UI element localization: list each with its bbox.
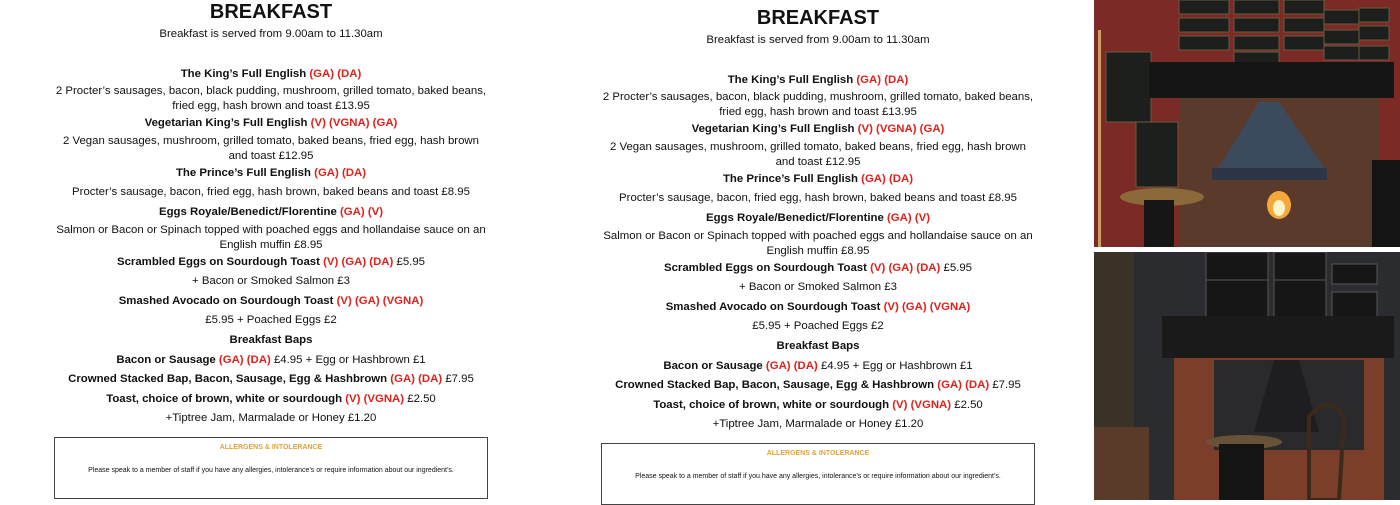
menu-item-heading <box>568 396 1068 416</box>
item-name: Crowned Stacked Bap, Bacon, Sausage, Egg & Hashbrown <box>68 373 391 386</box>
item-name: Scrambled Eggs on Sourdough Toast <box>116 255 324 268</box>
menu-item-description: 2 Vegan sausages, mushroom, grilled tomato, baked beans, fried egg, hash brown <box>62 134 479 147</box>
dietary-tags: (GA) (V) <box>887 211 931 224</box>
dietary-tags: (GA) (DA) <box>390 373 443 386</box>
menu-item-description: English muffin £8.95 <box>766 244 870 257</box>
menu-item-heading <box>21 331 521 351</box>
item-name: Vegetarian King’s Full English <box>691 123 858 136</box>
dietary-tags: (GA) (DA) <box>937 379 990 392</box>
item-price: £5.95 <box>393 255 425 268</box>
item-name: The Prince’s Full English <box>722 172 862 185</box>
menu-item-heading <box>568 71 1068 91</box>
fireplace-photo-dark-wall <box>1094 252 1400 500</box>
menu-title: BREAKFAST <box>209 1 333 23</box>
menu-item-description: +Tiptree Jam, Marmalade or Honey £1.20 <box>165 412 377 425</box>
dietary-tags: (V) (GA) (VGNA) <box>336 294 424 307</box>
item-name: Toast, choice of brown, white or sourdough <box>106 392 346 405</box>
menu-item-description: + Bacon or Smoked Salmon £3 <box>192 275 350 288</box>
menu-item-description: 2 Vegan sausages, mushroom, grilled tomato, baked beans, fried egg, hash brown <box>609 140 1026 153</box>
dietary-tags: (GA) (DA) <box>309 67 362 80</box>
dietary-tags: (V) (GA) (DA) <box>870 261 941 274</box>
dietary-tags: (V) (GA) (DA) <box>323 255 394 268</box>
item-price: £4.95 + Egg or Hashbrown £1 <box>270 353 426 366</box>
item-name: Breakfast Baps <box>776 339 860 352</box>
menu-item-heading <box>21 292 521 312</box>
breakfast-menu-left <box>21 0 521 499</box>
item-name: Scrambled Eggs on Sourdough Toast <box>663 261 871 274</box>
item-price: £5.95 <box>940 261 972 274</box>
menu-item-heading <box>568 259 1068 279</box>
dietary-tags: (GA) (DA) <box>314 166 367 179</box>
dietary-tags: (GA) (DA) <box>765 359 818 372</box>
allergens-heading: ALLERGENS & INTOLERANCE <box>766 449 870 457</box>
menu-item-description: fried egg, hash brown and toast £13.95 <box>172 100 370 113</box>
menu-item-description: Procter’s sausage, bacon, fried egg, hash brown, baked beans and toast £8.95 <box>72 186 470 199</box>
dietary-tags: (GA) (DA) <box>861 172 914 185</box>
dietary-tags: (V) (VGNA) <box>345 392 405 405</box>
item-price: £7.95 <box>989 379 1021 392</box>
dietary-tags: (GA) (V) <box>340 205 384 218</box>
menu-item-description: £5.95 + Poached Eggs £2 <box>205 314 337 327</box>
item-name: Smashed Avocado on Sourdough Toast <box>118 294 337 307</box>
dietary-tags: (V) (GA) (VGNA) <box>883 300 971 313</box>
item-price: £7.95 <box>442 373 474 386</box>
item-name: Eggs Royale/Benedict/Florentine <box>158 205 340 218</box>
menu-item-heading <box>21 253 521 273</box>
menu-item-heading <box>21 65 521 85</box>
menu-item-heading <box>568 120 1068 140</box>
spacer <box>21 45 521 65</box>
spacer <box>568 51 1068 71</box>
menu-item-heading <box>21 351 521 371</box>
item-name: Breakfast Baps <box>229 333 313 346</box>
menu-item-heading <box>568 376 1068 396</box>
menu-item-heading <box>21 390 521 410</box>
item-name: Vegetarian King’s Full English <box>144 117 311 130</box>
item-price: £2.50 <box>404 392 436 405</box>
breakfast-menu-right <box>568 5 1068 505</box>
allergens-heading: ALLERGENS & INTOLERANCE <box>219 443 323 451</box>
menu-item-description: and toast £12.95 <box>228 149 314 162</box>
menu-item-description: + Bacon or Smoked Salmon £3 <box>739 281 897 294</box>
menu-item-description: Salmon or Bacon or Spinach topped with poached eggs and hollandaise sauce on an <box>56 223 486 236</box>
menu-item-heading <box>21 370 521 390</box>
menu-item-description: fried egg, hash brown and toast £13.95 <box>719 106 917 119</box>
dietary-tags: (V) (VGNA) <box>892 398 952 411</box>
menu-item-description: English muffin £8.95 <box>219 238 323 251</box>
menu-item-description: Procter’s sausage, bacon, fried egg, hash brown, baked beans and toast £8.95 <box>619 192 1017 205</box>
menu-item-heading <box>21 203 521 223</box>
dietary-tags: (GA) (DA) <box>856 73 909 86</box>
menu-item-heading <box>568 298 1068 318</box>
item-name: Smashed Avocado on Sourdough Toast <box>665 300 884 313</box>
dietary-tags: (V) (VGNA) (GA) <box>310 117 398 130</box>
dietary-tags: (V) (VGNA) (GA) <box>857 123 945 136</box>
menu-item-description: +Tiptree Jam, Marmalade or Honey £1.20 <box>712 418 924 431</box>
item-price: £2.50 <box>951 398 983 411</box>
menu-item-heading <box>568 170 1068 190</box>
menu-subtitle: Breakfast is served from 9.00am to 11.30am <box>159 28 383 40</box>
menu-title: BREAKFAST <box>756 7 880 29</box>
menu-item-heading <box>568 209 1068 229</box>
allergens-box <box>601 443 1035 505</box>
item-name: Crowned Stacked Bap, Bacon, Sausage, Egg & Hashbrown <box>615 379 938 392</box>
menu-item-description: 2 Procter’s sausages, bacon, black pudding, mushroom, grilled tomato, baked beans, <box>602 91 1034 104</box>
item-name: The King’s Full English <box>180 67 310 80</box>
allergens-box <box>54 437 488 499</box>
menu-item-description: 2 Procter’s sausages, bacon, black pudding, mushroom, grilled tomato, baked beans, <box>55 85 487 98</box>
item-name: The King’s Full English <box>727 73 857 86</box>
menu-item-description: £5.95 + Poached Eggs £2 <box>752 320 884 333</box>
menu-item-description: and toast £12.95 <box>775 155 861 168</box>
item-name: Eggs Royale/Benedict/Florentine <box>705 211 887 224</box>
menu-item-description: Salmon or Bacon or Spinach topped with poached eggs and hollandaise sauce on an <box>603 229 1033 242</box>
item-price: £4.95 + Egg or Hashbrown £1 <box>817 359 973 372</box>
allergens-text: Please speak to a member of staff if you have any allergies, intolerance’s or require information about our ingredient’s. <box>635 472 1001 480</box>
fireplace-photo-red-wall <box>1094 0 1400 247</box>
item-name: The Prince’s Full English <box>175 166 315 179</box>
menu-item-heading <box>21 114 521 134</box>
menu-subtitle: Breakfast is served from 9.00am to 11.30am <box>706 34 930 46</box>
dietary-tags: (GA) (DA) <box>218 353 271 366</box>
allergens-text: Please speak to a member of staff if you have any allergies, intolerance’s or require information about our ingredient’s. <box>88 466 454 474</box>
menu-item-heading <box>568 357 1068 377</box>
menu-item-heading <box>568 337 1068 357</box>
item-name: Toast, choice of brown, white or sourdough <box>653 398 893 411</box>
menu-item-heading <box>21 164 521 184</box>
item-name: Bacon or Sausage <box>116 353 219 366</box>
item-name: Bacon or Sausage <box>663 359 766 372</box>
